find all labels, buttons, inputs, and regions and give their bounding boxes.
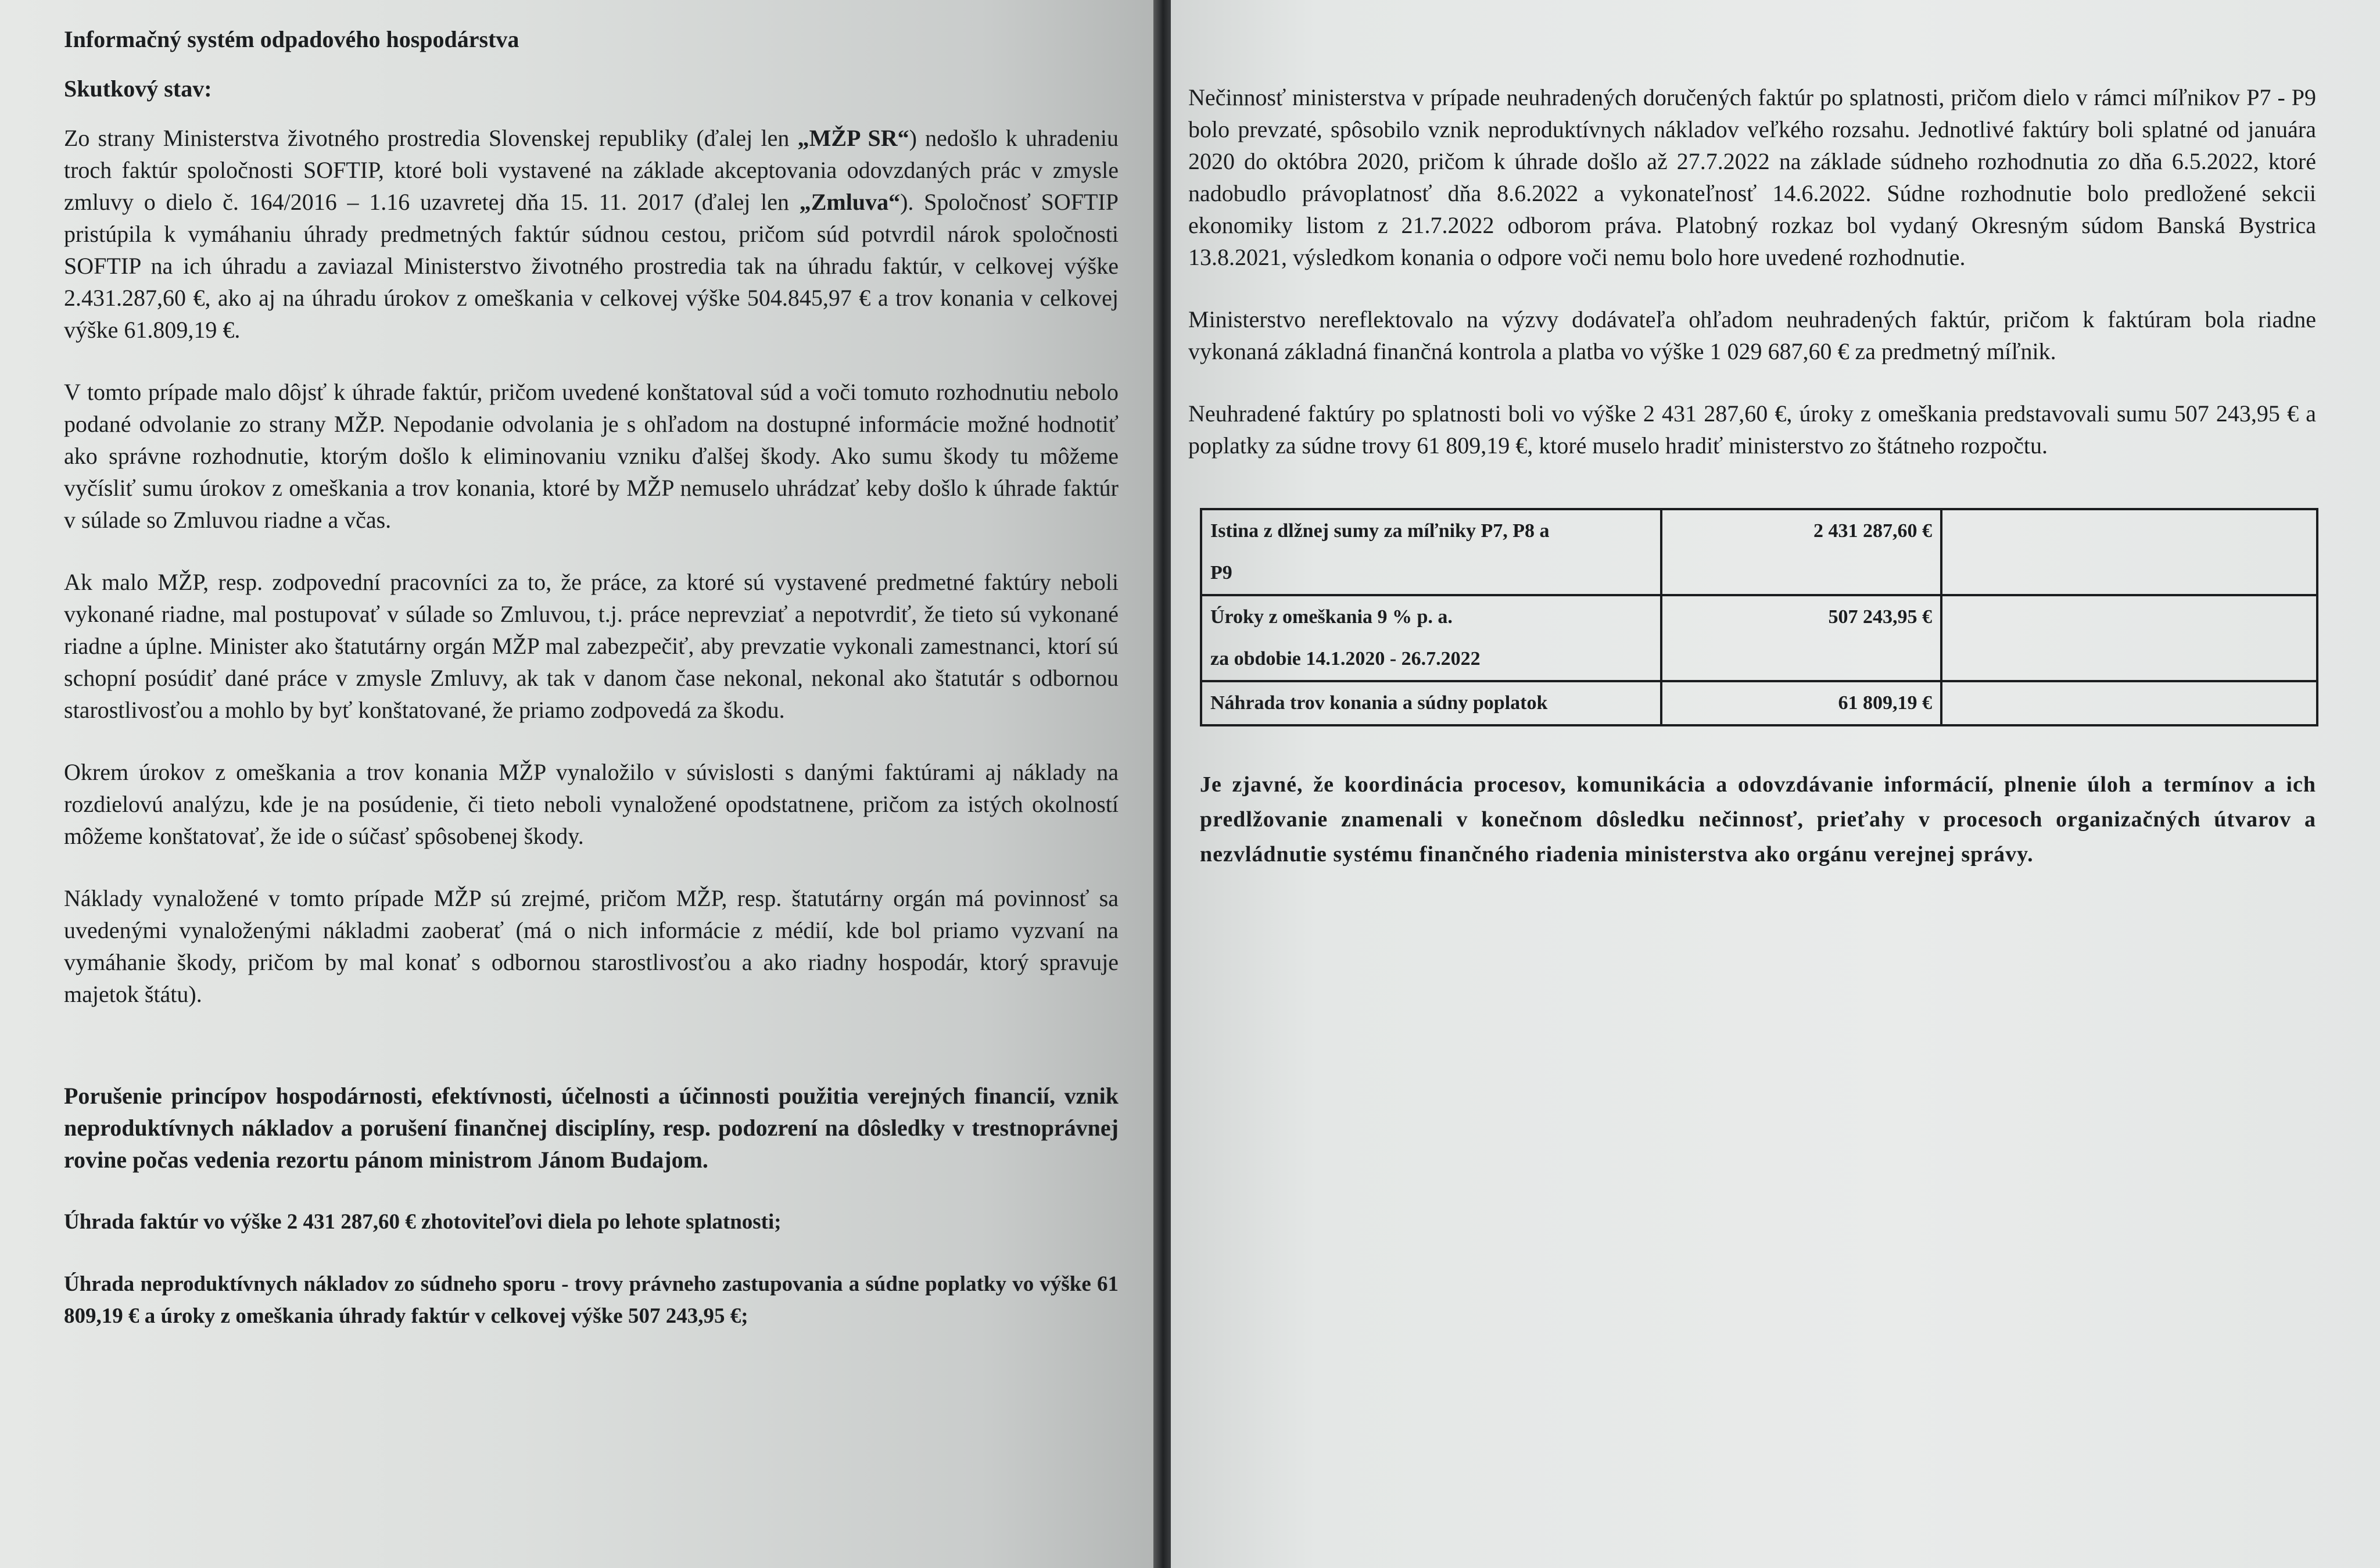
table-cell-amount: 61 809,19 € (1661, 681, 1941, 725)
table-row (1201, 595, 2317, 681)
row-label-line-2: P9 (1210, 562, 1232, 583)
paragraph-5: Náklady vynaložené v tomto prípade MŽP sú zrejmé, pričom MŽP, resp. štatutárny orgán má povinnosť sa uvedenými vynaloženými nákladmi zaoberať (má o nich informácie z médií, kde bol priamo vyzvaní na vymáhanie škody, pričom by mal konať s odbornou starostlivosťou a ako riadny hospodár, ktorý spravuje majetok štátu). (64, 885, 1119, 1007)
right-paragraph-3: Neuhradené faktúry po splatnosti boli vo výške 2 431 287,60 €, úroky z omeškania predstavovali sumu 507 243,95 € a poplatky za súdne trovy 61 809,19 €, ktoré muselo hradiť ministerstvo zo štátneho rozpočtu. (1188, 400, 2316, 459)
paragraph-4: Okrem úrokov z omeškania a trov konania MŽP vynaložilo v súvislosti s danými faktúrami aj náklady na rozdielovú analýzu, kde je na posúdenie, či tieto neboli vynaložené opodstatnene, pričom za istých okolností môžeme konštatovať, že ide o súčasť spôsobenej škody. (64, 759, 1119, 849)
row-label-line-2: za obdobie 14.1.2020 - 26.7.2022 (1210, 648, 1481, 670)
paragraph-3: Ak malo MŽP, resp. zodpovední pracovníci za to, že práce, za ktoré sú vystavené predmetné faktúry neboli vykonané riadne, mal postupovať v súlade so Zmluvou, t.j. práce neprevziať a nepotvrdiť, že tieto sú vykonané riadne a úplne. Minister ako štatutárny orgán MŽP mal zabezpečiť, aby prevzatie vykonali zamestnanci, ktorí sú schopní posúdiť dané práce v zmysle Zmluvy, ak tak v danom čase nekonal, nekonal ako štatutár s odbornou starostlivosťou a mohlo by byť konštatované, že priamo zodpovedá za škodu. (64, 569, 1119, 723)
item-2: Úhrada neproduktívnych nákladov zo súdneho sporu - trovy právneho zastupovania a súdne poplatky vo výške 61 809,19 € a úroky z omeškania úhrady faktúr v celkovej výške 507 243,95 €; (64, 1272, 1119, 1328)
p1-zmluva-term: „Zmluva“ (799, 189, 901, 215)
table-cell-empty (1941, 509, 2317, 595)
right-paragraph-2: Ministerstvo nereflektovalo na výzvy dodávateľa ohľadom neuhradených faktúr, pričom k faktúram bola riadne vykonaná základná finančná kontrola a platba vo výške 1 029 687,60 € za predmetný míľnik. (1188, 306, 2316, 364)
table-cell-amount: 2 431 287,60 € (1661, 509, 1941, 595)
p1-mzp-term: „MŽP SR“ (797, 125, 909, 151)
closing-statement: Je zjavné, že koordinácia procesov, komunikácia a odovzdávanie informácií, plnenie úloh a termínov a ich predlžovanie znamenali v konečnom dôsledku nečinnosť, prieťahy v procesoch organizačných útvarov a nezvládnutie systému finančného riadenia ministerstva ako orgánu verejnej správy. (1200, 772, 2316, 867)
fact-heading: Skutkový stav: (64, 76, 212, 102)
p1-part-a: Zo strany Ministerstva životného prostredia Slovenskej republiky (ďalej len (64, 125, 798, 151)
row-label-line-1: Istina z dlžnej sumy za míľniky P7, P8 a (1210, 520, 1550, 542)
p1-part-b: ) nedošlo k uhradeniu troch faktúr spoločnosti SOFTIP, ktoré boli vystavené na základe akceptovania odovzdaných prác v zmysle zmluvy o dielo č. 164/2016 – 1.16 uzavretej dňa 15. 11. 2017 (ďalej len (64, 125, 1119, 215)
table-row (1201, 509, 2317, 595)
table-row (1201, 681, 2317, 725)
amounts-table (1200, 508, 2318, 726)
page-gutter (1153, 0, 1171, 1568)
violation-heading: Porušenie princípov hospodárnosti, efektívnosti, účelnosti a účinnosti použitia verejných financií, vznik neproduktívnych nákladov a porušení finančnej disciplíny, resp. podozrení na dôsledky v trestnoprávnej rovine počas vedenia rezortu pánom ministrom Jánom Budajom. (64, 1083, 1119, 1173)
table-cell-amount: 507 243,95 € (1661, 595, 1941, 681)
p1-part-c: ). Spoločnosť SOFTIP pristúpila k vymáhaniu úhrady predmetných faktúr súdnou cestou, pričom súd potvrdil nárok spoločnosti SOFTIP na ich úhradu a zaviazal Ministerstvo životného prostredia tak na úhradu faktúr, v celkovej výške 2.431.287,60 €, ako aj na úhradu úrokov z omeškania v celkovej výške 504.845,97 € a trov konania v celkovej výške 61.809,19 €. (64, 189, 1119, 343)
paragraph-2: V tomto prípade malo dôjsť k úhrade faktúr, pričom uvedené konštatoval súd a voči tomuto rozhodnutiu nebolo podané odvolanie zo strany MŽP. Nepodanie odvolania je s ohľadom na dostupné informácie možné hodnotiť ako správne rozhodnutie, ktorým došlo k eliminovaniu vzniku ďalšej škody. Ako sumu škody tu môžeme vyčísliť sumu úrokov z omeškania a trov konania, ktoré by MŽP nemuselo uhrádzať keby došlo k úhrade faktúr v súlade so Zmluvou riadne a včas. (64, 379, 1119, 533)
table-cell-empty (1941, 595, 2317, 681)
table-cell-label (1201, 509, 1661, 595)
right-paragraph-1: Nečinnosť ministerstva v prípade neuhradených doručených faktúr po splatnosti, pričom dielo v rámci míľnikov P7 - P9 bolo prevzaté, spôsobilo vznik neproduktívnych nákladov veľkého rozsahu. Jednotlivé faktúry boli splatné od januára 2020 do októbra 2020, pričom k úhrade došlo až 27.7.2022 na základe súdneho rozhodnutia zo dňa 6.5.2022, ktoré nadobudlo právoplatnosť dňa 8.6.2022 a vykonateľnosť 14.6.2022. Súdne rozhodnutie bolo predložené sekcii ekonomiky listom z 21.7.2022 odborom práva. Platobný rozkaz bol vydaný Okresným súdom Banská Bystrica 13.8.2021, výsledkom konania o odpore voči nemu bolo hore uvedené rozhodnutie. (1188, 84, 2316, 270)
item-1: Úhrada faktúr vo výške 2 431 287,60 € zhotoviteľovi diela po lehote splatnosti; (64, 1210, 782, 1234)
row-label-line-1: Úroky z omeškania 9 % p. a. (1210, 606, 1453, 628)
table-cell-empty (1941, 681, 2317, 725)
system-title: Informačný systém odpadového hospodárstva (64, 26, 519, 52)
paragraph-1 (64, 122, 1119, 346)
table-cell-label (1201, 595, 1661, 681)
table-cell-label: Náhrada trov konania a súdny poplatok (1201, 681, 1661, 725)
left-page (0, 0, 1153, 1568)
right-page (1171, 0, 2380, 1568)
